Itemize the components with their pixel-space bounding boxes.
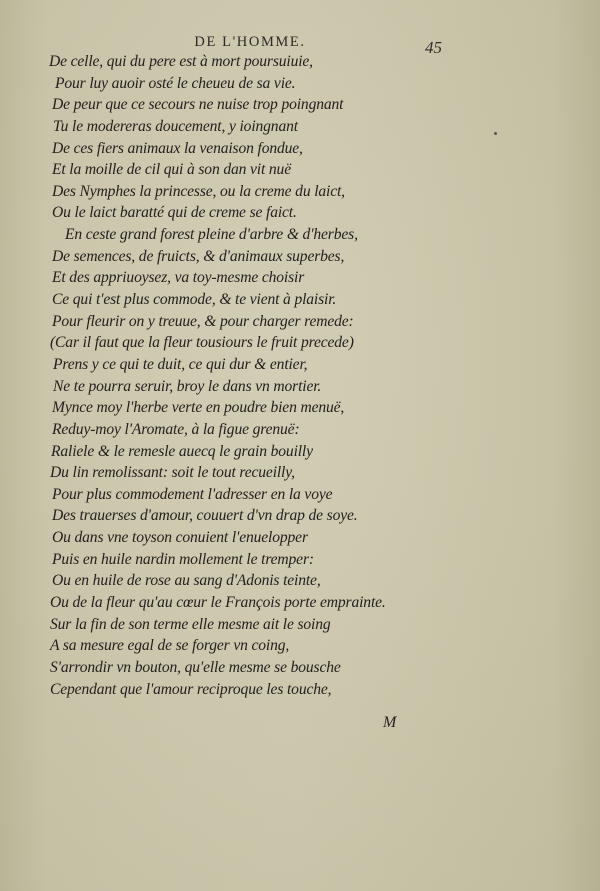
verse-line: Ne te pourra seruir, broy le dans vn mortier.: [53, 377, 322, 395]
verse-line: Et des appriuoysez, va toy-mesme choisir: [52, 269, 305, 287]
verse-line: Ou en huile de rose au sang d'Adonis teinte,: [52, 572, 321, 590]
verse-line: De semences, de fruicts, & d'animaux superbes,: [52, 247, 345, 265]
verse-line: Ou dans vne toyson conuient l'enuelopper: [52, 529, 308, 547]
verse-line: De peur que ce secours ne nuise trop poingnant: [52, 96, 344, 114]
verse-line: En ceste grand forest pleine d'arbre & d'herbes,: [65, 226, 358, 244]
verse-line: Des Nymphes la princesse, ou la creme du laict,: [52, 182, 345, 200]
running-head: DE L'HOMME.: [194, 34, 306, 50]
verse-line: A sa mesure egal de se forger vn coing,: [50, 637, 290, 655]
verse-line: Reduy-moy l'Aromate, à la figue grenuë:: [52, 420, 300, 438]
paper-speck: [494, 132, 497, 135]
verse-line: De ces fiers animaux la venaison fondue,: [52, 139, 303, 157]
verse-line: Du lin remolissant: soit le tout recueilly,: [50, 464, 295, 482]
verse-line: Pour luy auoir osté le cheueu de sa vie.: [55, 74, 296, 92]
verse-line: Puis en huile nardin mollement le tremper:: [52, 550, 314, 568]
verse-line: Cependant que l'amour reciproque les touche,: [50, 680, 332, 698]
verse-line: Sur la fin de son terme elle mesme ait le soing: [50, 615, 331, 633]
verse-line: Tu le modereras doucement, y ioingnant: [53, 117, 298, 135]
verse-line: De celle, qui du pere est à mort poursuiuie,: [49, 53, 313, 70]
verse-block: [49, 51, 429, 700]
verse-line: Ou le laict baratté qui de creme se faict.: [52, 204, 297, 222]
verse-line: Pour fleurir on y treuue, & pour charger remede:: [52, 312, 354, 330]
verse-line: Ou de la fleur qu'au cœur le François porte emprainte.: [50, 594, 386, 612]
verse-line: Prens y ce qui te duit, ce qui dur & entier,: [53, 355, 308, 373]
verse-line: S'arrondir vn bouton, qu'elle mesme se bousche: [50, 658, 341, 676]
page-number: 45: [425, 38, 442, 57]
catchword: M: [383, 714, 397, 731]
verse-line: Pour plus commodement l'adresser en la voye: [52, 485, 333, 503]
verse-line: Ce qui t'est plus commode, & te vient à plaisir.: [52, 291, 337, 309]
verse-line: Des trauerses d'amour, couuert d'vn drap de soye.: [52, 507, 358, 525]
verse-line: Et la moille de cil qui à son dan vit nuë: [52, 161, 291, 179]
verse-line: Mynce moy l'herbe verte en poudre bien menuë,: [52, 399, 345, 417]
verse-line: (Car il faut que la fleur tousiours le fruit precede): [50, 334, 354, 352]
verse-line: Raliele & le remesle auecq le grain bouilly: [51, 442, 313, 460]
